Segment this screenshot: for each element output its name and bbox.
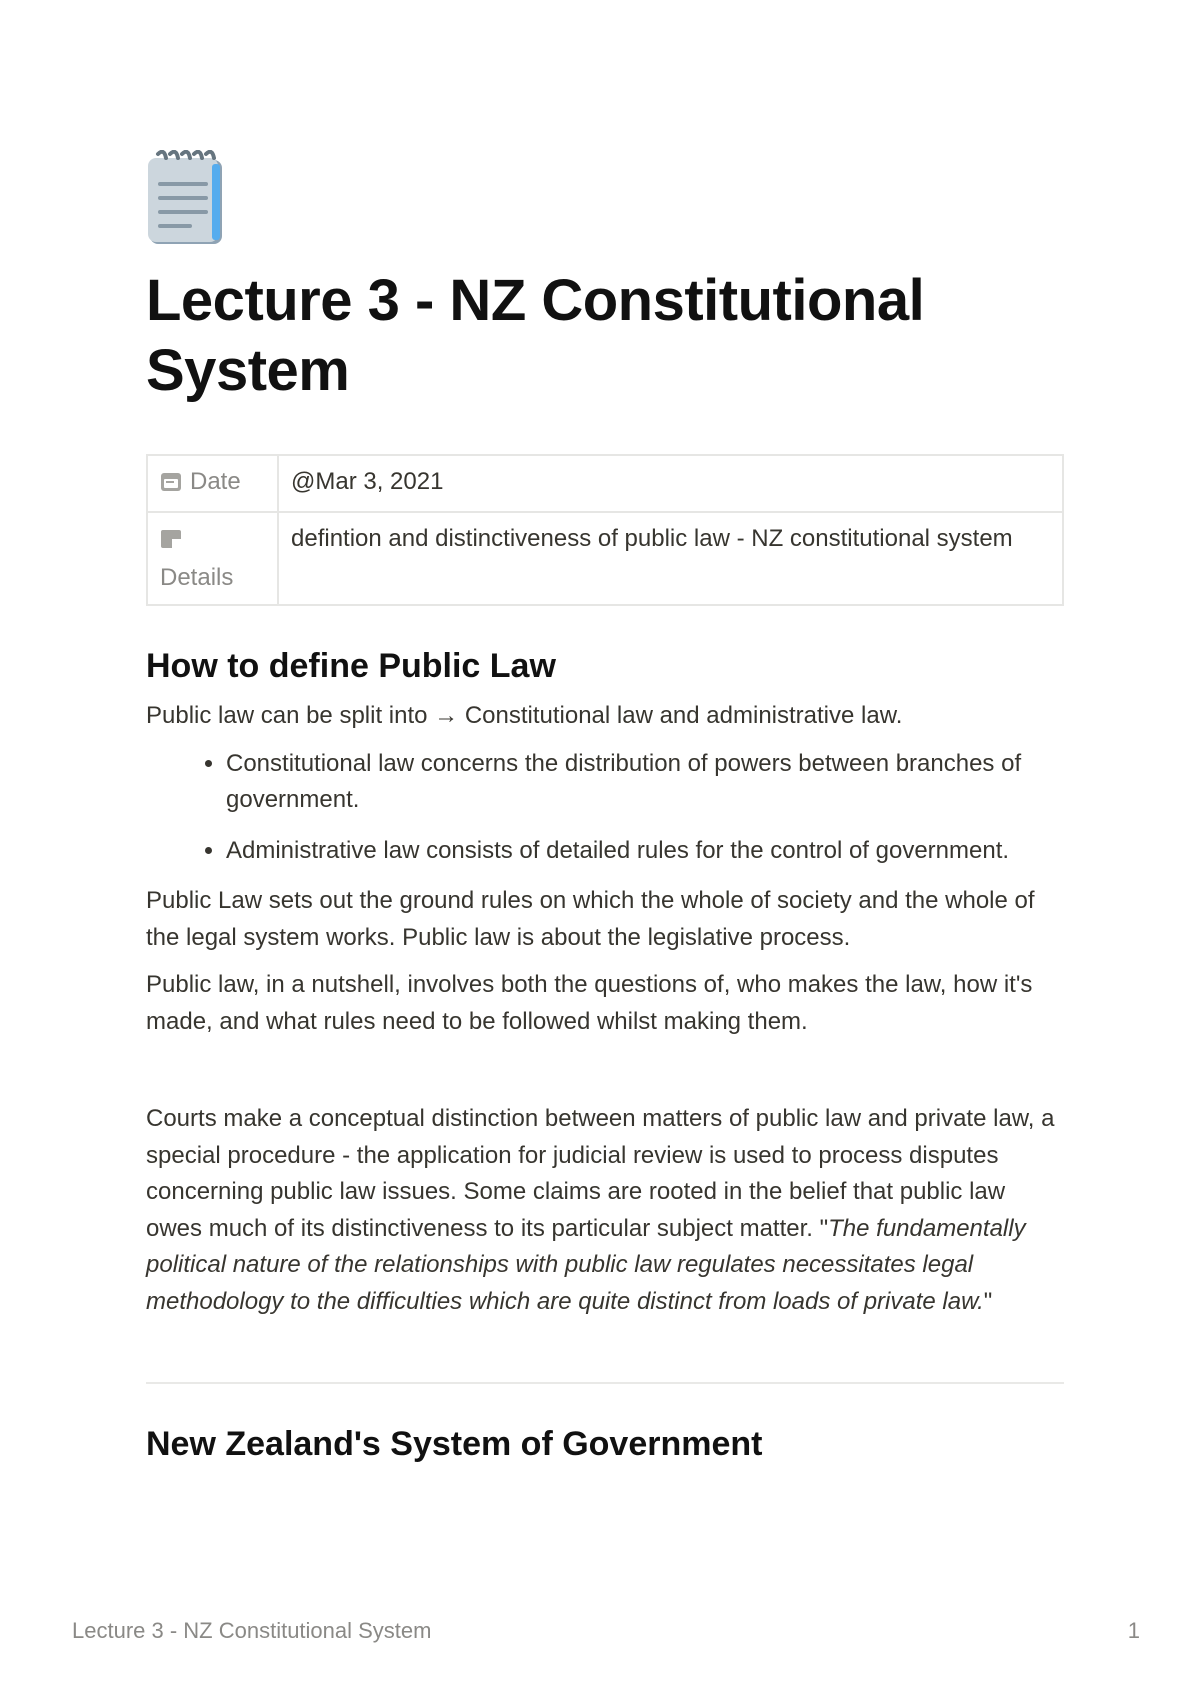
property-value-details[interactable]: defintion and distinctiveness of public law - NZ constitutional system	[278, 512, 1063, 605]
section-heading: New Zealand's System of Government	[146, 1425, 763, 1463]
empty-block	[146, 1051, 1064, 1101]
section-heading: How to define Public Law	[146, 647, 556, 685]
notepad-icon	[146, 150, 226, 246]
property-value-date[interactable]: @Mar 3, 2021	[278, 455, 1063, 512]
document-page	[146, 150, 1064, 1476]
property-name: Details	[147, 512, 278, 605]
property-row-details	[147, 512, 1063, 605]
divider	[146, 1382, 1064, 1384]
page-number: 1	[1127, 1618, 1140, 1643]
list-item: • Administrative law consists of detailed rules for the control of government.	[226, 833, 1064, 870]
text-lines-icon	[160, 524, 182, 560]
footer-title: Lecture 3 - NZ Constitutional System	[72, 1618, 432, 1643]
properties-table	[146, 454, 1064, 606]
calendar-icon	[160, 467, 182, 503]
italic-quote: The fundamentally political nature of the relationships with public law regulates necessitates legal methodology to the difficulties which are quite distinct from loads of private law.	[146, 1214, 1026, 1315]
paragraph: Public Law sets out the ground rules on which the whole of society and the whole of the legal system works. Public law is about the legislative process.	[146, 887, 1035, 951]
list-item: • Constitutional law concerns the distribution of powers between branches of government.	[226, 746, 1064, 819]
paragraph: Public law, in a nutshell, involves both the questions of, who makes the law, how it's made, and what rules need to be followed whilst making them.	[146, 971, 1033, 1035]
page-title: Lecture 3 - NZ Constitutional System	[146, 268, 925, 403]
property-row-date	[147, 455, 1063, 512]
paragraph: Public law can be split into → Constitutional law and administrative law.	[146, 702, 903, 729]
paragraph-with-quote: Courts make a conceptual distinction between matters of public law and private law, a special procedure - the application for judicial review is used to process disputes concerning public law issues. Some claims are rooted in the belief that public law owes much of its distinctiveness to its particular subject matter. "The fundamentally political nature of the relationships with public law regulates necessitates legal methodology to the difficulties which are quite distinct from loads of private law."	[146, 1105, 1055, 1315]
bullet-list	[146, 746, 1064, 870]
property-name: Date	[147, 455, 278, 512]
